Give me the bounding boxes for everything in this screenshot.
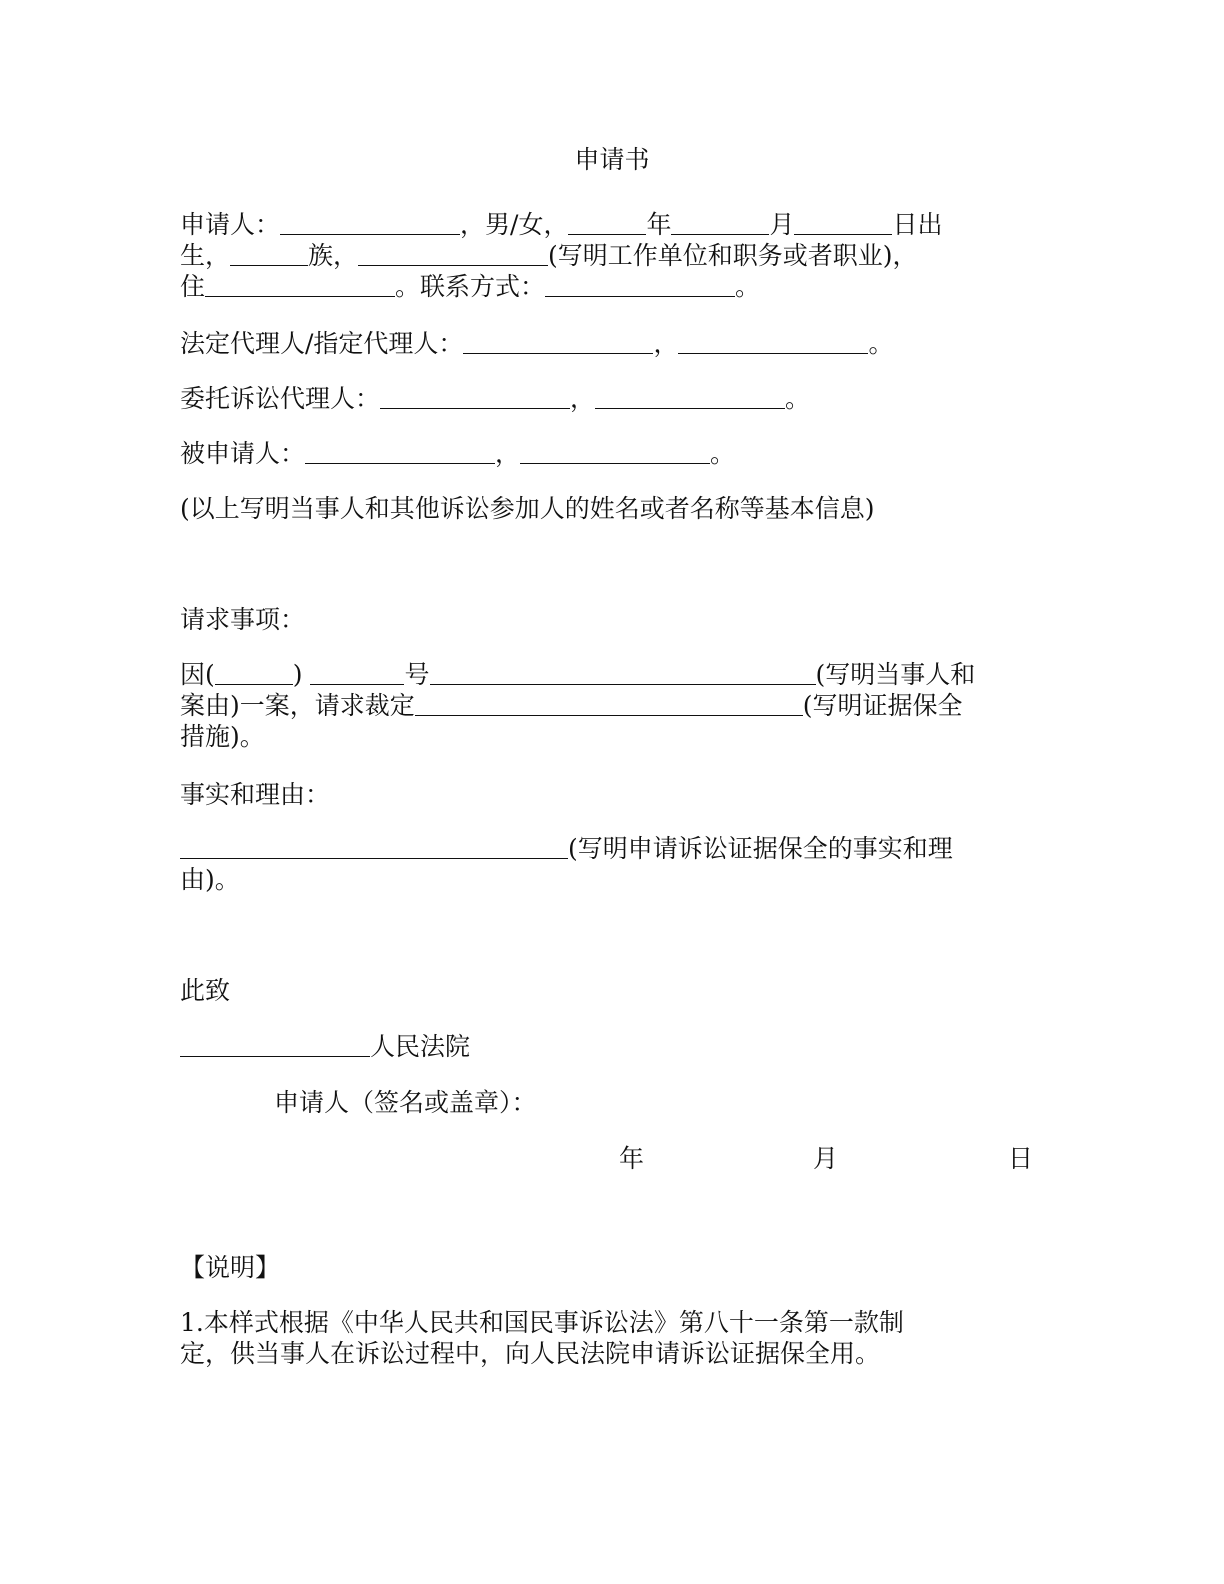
applicant-line-2 [180,240,1040,271]
case-number-text: 号 [404,660,430,689]
date-month: 月 [813,1144,839,1173]
request-line-1 [180,659,1040,690]
request-heading: 请求事项： [180,605,306,634]
notes-item-1 [180,1307,1040,1369]
notes-item-1-line-2: 定，供当事人在诉讼过程中，向人民法院申请诉讼证据保全用。 [180,1339,881,1368]
respondent-label: 被申请人： [180,439,306,468]
facts-heading: 事实和理由： [180,780,331,809]
request-prefix-2: 案由)一案，请求裁定 [180,691,415,720]
agent-field-1[interactable] [380,384,570,409]
request-prefix: 因( [180,660,215,689]
agent-end: 。 [785,384,811,413]
court-name-field[interactable] [180,1032,370,1057]
request-paren-close: ) [292,660,303,689]
respondent-sep: ， [495,439,521,468]
respondent-line [180,438,1040,469]
request-section [180,659,1040,752]
agent-line [180,383,1040,414]
legal-rep-field-1[interactable] [463,329,653,354]
work-note: (写明工作单位和职务或者职业)， [548,241,918,270]
case-year-field[interactable] [215,660,293,685]
closing-to: 此致 [180,976,231,1005]
month-text: 月 [769,210,795,239]
respondent-field-1[interactable] [305,439,495,464]
respondent-end: 。 [710,439,736,468]
birth-year-field[interactable] [568,210,646,235]
contact-field[interactable] [545,272,735,297]
facts-note: (写明申请诉讼证据保全的事实和理 [568,834,953,863]
case-cause-field[interactable] [430,660,816,685]
born-text-2: 生， [180,241,231,270]
request-line-2 [180,690,1040,721]
ethnicity-text: 族， [308,241,359,270]
ethnicity-field[interactable] [230,241,308,266]
legal-rep-label: 法定代理人/指定代理人： [180,329,464,358]
legal-rep-field-2[interactable] [678,329,868,354]
request-note-2: (写明证据保全 [802,691,963,720]
birth-day-field[interactable] [794,210,892,235]
court-line [180,1031,1040,1062]
address-label: 住 [180,272,206,301]
date-day: 日 [1008,1144,1034,1173]
notes-heading: 【说明】 [180,1253,281,1282]
year-text: 年 [646,210,672,239]
birth-month-field[interactable] [671,210,769,235]
applicant-end: 。 [735,272,761,301]
facts-line-2: 由)。 [180,865,240,894]
address-field[interactable] [205,272,395,297]
legal-rep-sep: ， [653,329,679,358]
request-note-1: (写明当事人和 [815,660,976,689]
applicant-section [180,209,1040,302]
facts-section [180,833,1040,895]
facts-line-1 [180,833,1040,864]
page-title: 申请书 [574,145,650,174]
agent-field-2[interactable] [595,384,785,409]
facts-field[interactable] [180,834,568,859]
legal-rep-end: 。 [868,329,894,358]
respondent-field-2[interactable] [520,439,710,464]
legal-rep-line [180,328,1040,359]
applicant-line-3 [180,271,1040,302]
party-note: (以上写明当事人和其他诉讼参加人的姓名或者名称等基本信息) [180,494,875,523]
agent-sep: ， [570,384,596,413]
gender-text: ，男/女， [460,210,569,239]
preservation-measure-field[interactable] [415,691,803,716]
case-number-field[interactable] [310,660,404,685]
date-year: 年 [619,1144,645,1173]
work-field[interactable] [358,241,548,266]
signature-line: 申请人（签名或盖章）： [274,1088,537,1117]
agent-label: 委托诉讼代理人： [180,384,381,413]
court-suffix: 人民法院 [370,1032,471,1061]
applicant-name-field[interactable] [280,210,460,235]
born-text: 日出 [892,210,943,239]
request-line-3: 措施)。 [180,722,265,751]
applicant-line-1 [180,209,1040,240]
notes-item-1-line-1: 1.本样式根据《中华人民共和国民事诉讼法》第八十一条第一款制 [180,1308,904,1337]
contact-label: 。联系方式： [395,272,546,301]
applicant-label: 申请人： [180,210,281,239]
